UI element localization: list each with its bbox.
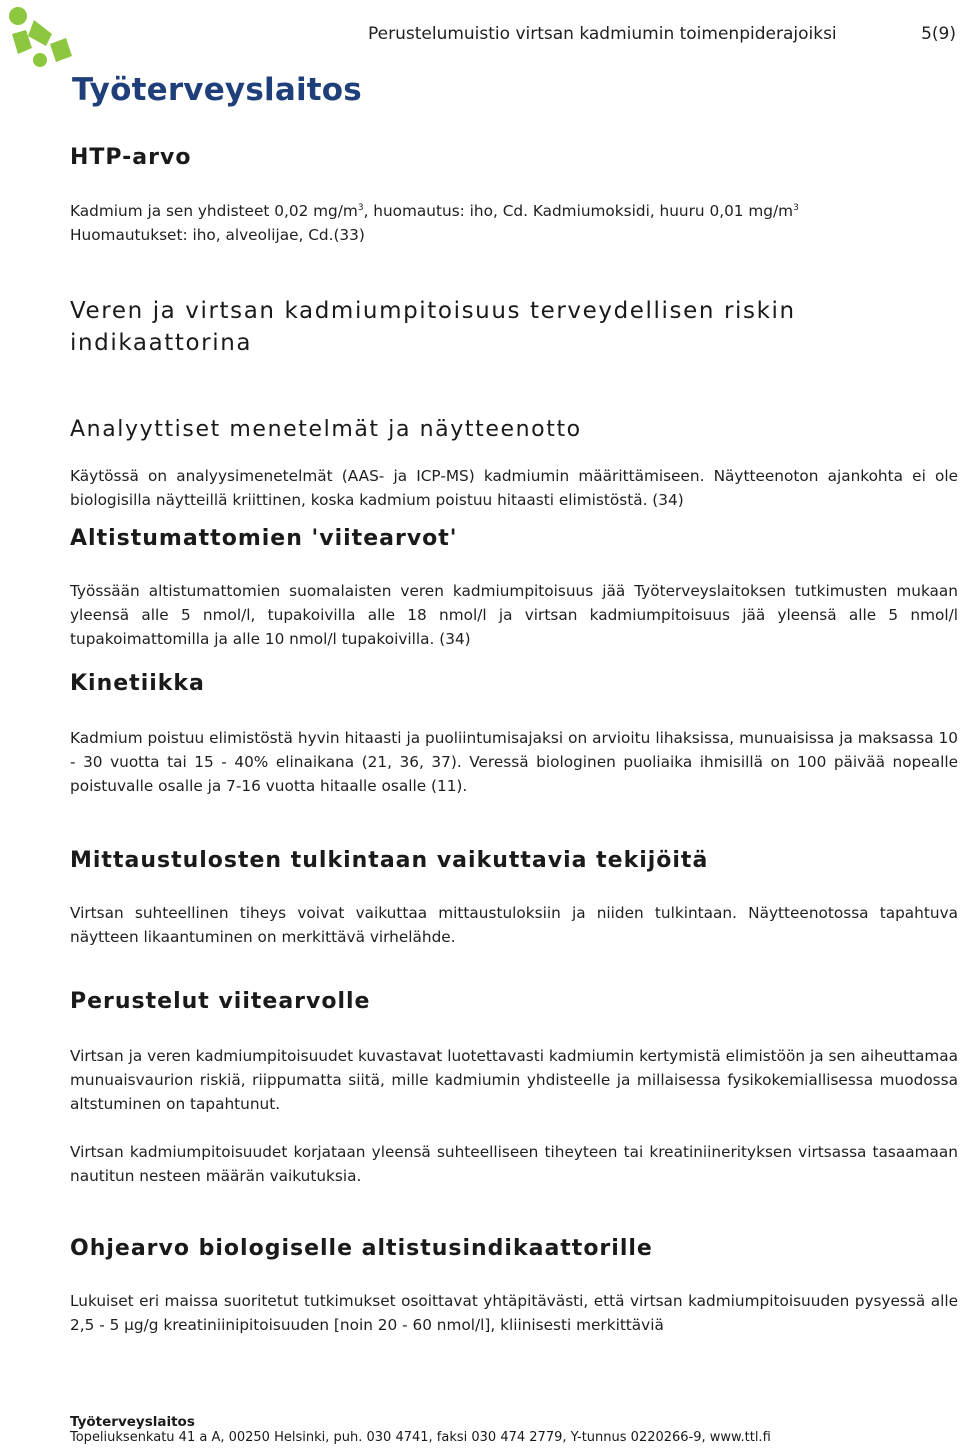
heading-altistumattomien: Altistumattomien 'viitearvot' [70, 526, 458, 552]
logo-wordmark: Työterveyslaitos [72, 72, 362, 108]
perustelut-paragraph-2: Virtsan kadmiumpitoisuudet korjataan yleensä suhteelliseen tiheyteen tai kreatiniinerityksen virtsassa tasaamaan nautitun nesteen määrän vaikutuksia. [70, 1143, 958, 1186]
heading-ohjearvo: Ohjearvo biologiselle altistusindikaattorille [70, 1236, 653, 1262]
document-header-title: Perustelumuistio virtsan kadmiumin toimenpiderajoiksi [368, 24, 837, 44]
htp-paragraph-1: Kadmium ja sen yhdisteet 0,02 $mg/m^3$, huomautus: iho, Cd. Kadmiumoksidi, huuru 0,01 $mg/m^3$ [70, 202, 799, 221]
mittaustulosten-paragraph: Virtsan suhteellinen tiheys voivat vaikuttaa mittaustuloksiin ja niiden tulkintaan. Näytteenotossa tapahtuva näytteen likaantuminen on merkittävä virhelähde. [70, 904, 958, 947]
ttl-logo [6, 4, 362, 108]
heading-mittaustulosten: Mittaustulosten tulkintaan vaikuttavia tekijöitä [70, 848, 709, 874]
heading-analyyttiset: Analyyttiset menetelmät ja näytteenotto [70, 417, 582, 443]
page-footer [70, 1414, 771, 1446]
heading-kinetiikka: Kinetiikka [70, 671, 205, 697]
page-number: 5(9) [921, 24, 956, 44]
footer-address: Topeliuksenkatu 41 a A, 00250 Helsinki, puh. 030 4741, faksi 030 474 2779, Y-tunnus 0220266-9, www.ttl.fi [70, 1430, 771, 1445]
analyyttiset-paragraph: Käytössä on analyysimenetelmät (AAS- ja ICP-MS) kadmiumin määrittämiseen. Näytteenoton ajankohta ei ole biologisilla näytteillä kriittinen, koska kadmium poistuu hitaasti elimistöstä. (34) [70, 467, 958, 510]
kinetiikka-paragraph: Kadmium poistuu elimistöstä hyvin hitaasti ja puoliintumisajaksi on arvioitu lihaksissa, munuaisissa ja maksassa 10 - 30 vuotta tai 15 - 40% elinaikana (21, 36, 37). Veressä biologinen puoliaika ihmisillä on 100 päivää nopealle poistuvalle osalle ja 7-16 vuotta hitaalle osalle (11). [70, 729, 958, 796]
ohjearvo-paragraph: Lukuiset eri maissa suoritetut tutkimukset osoittavat yhtäpitävästi, että virtsan kadmiumpitoisuuden pysyessä alle 2,5 - 5 µg/g kreatiniinipitoisuuden [noin 20 - 60 nmol/l], kliinisesti merkittäviä [70, 1292, 958, 1335]
heading-veren-ja-virtsan: Veren ja virtsan kadmiumpitoisuus terveydellisen riskin indikaattorina [70, 298, 796, 357]
altistumattomien-paragraph: Työssään altistumattomien suomalaisten veren kadmiumpitoisuus jää Työterveyslaitoksen tutkimusten mukaan yleensä alle 5 nmol/l, tupakoivilla alle 18 nmol/l ja virtsan kadmiumpitoisuus jää yleensä alle 5 nmol/l tupakoimattomilla ja alle 10 nmol/l tupakoivilla. (34) [70, 582, 958, 649]
htp-paragraph-2: Huomautukset: iho, alveolijae, Cd.(33) [70, 226, 365, 245]
document-body [70, 140, 958, 1337]
heading-perustelut: Perustelut viitearvolle [70, 989, 371, 1015]
logo-mark-icon [6, 4, 86, 74]
perustelut-paragraph-1: Virtsan ja veren kadmiumpitoisuudet kuvastavat luotettavasti kadmiumin kertymistä elimistöön ja sen aiheuttamaa munuaisvaurion riskiä, riippumatta siitä, mille kadmiumin yhdisteelle ja millaisessa fysikokemiallisessa muodossa altstuminen on tapahtunut. [70, 1047, 958, 1114]
footer-organization: Työterveyslaitos [70, 1414, 195, 1430]
heading-htp-arvo: HTP-arvo [70, 145, 192, 170]
